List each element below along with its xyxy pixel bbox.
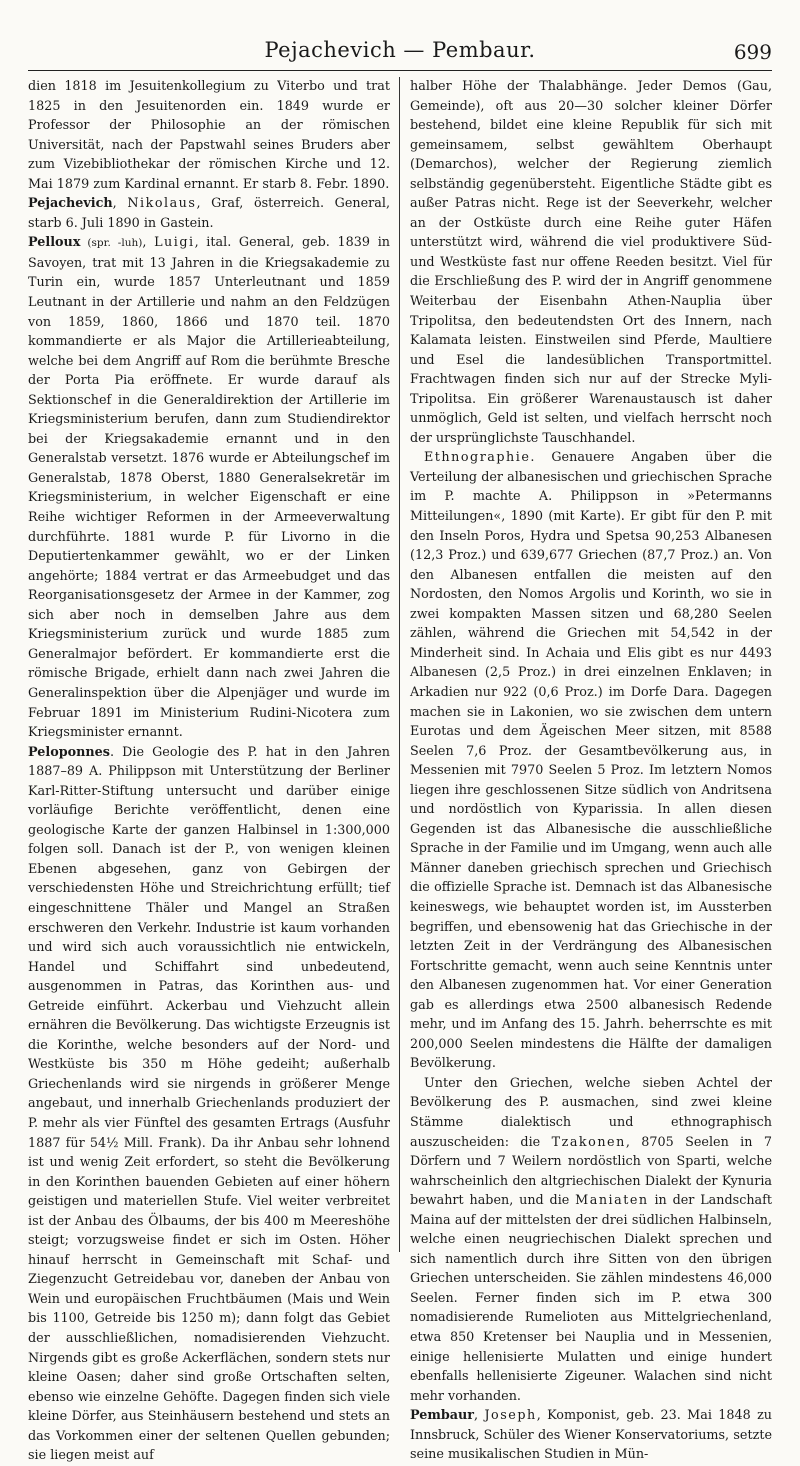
column-divider xyxy=(399,77,400,1252)
paragraph-text: (spr. -luh) xyxy=(80,237,143,250)
paragraph-text: Unter den Griechen, welche sieben Achtel der Bevölkerung des P. ausmachen, sind zwei kleine Stämme dialektisch und ethnographisch auszuscheiden: die xyxy=(410,1075,772,1150)
paragraph-text: dien 1818 im Jesuitenkollegium zu Viterbo und trat 1825 in den Jesuitenorden ein. 1849 wurde er Professor der Philosophie an der römischen Universität, nach der Papstwahl seines Bruders aber zum Vizebibliothekar der römischen Kirche und 12. Mai 1879 zum Kardinal ernannt. Er starb 8. Febr. 1890. xyxy=(28,79,390,192)
paragraph-text: , ital. General, geb. 1839 in Savoyen, trat mit 13 Jahren in die Kriegsakademie zu Turin ein, wurde 1857 Unterleutnant und 1859 Leutnant in der Artillerie und nahm an den Feldzügen von 1859, 1860, 1866 und 1870 teil. 1870 kommandierte er als Major die Artillerieabteilung, welche bei dem Angriff auf Rom die berühmte Bresche der Porta Pia eröffnete. Er wurde darauf als Sektionschef in die Generaldirektion der Artillerie im Kriegsministerium berufen, dann zum Studiendirektor bei der Kriegsakademie ernannt und in den Generalstab versetzt. 1876 wurde er Abteilungschef im Generalstab, 1878 Oberst, 1880 Generalsekretär im Kriegsministerium, in welcher Eigenschaft er eine Reihe wichtiger Reformen in der Armeeverwaltung durchführte. 1881 wurde P. für Livorno in die Deputiertenkammer gewählt, wo er der Linken angehörte; 1884 vertrat er das Armeebudget und das Reorganisationsgesetz der Armee in der Kammer, zog sich aber noch in demselben Jahre aus dem Kriegsministerium zurück und wurde 1885 zum Generalmajor befördert. Er kommandierte erst die römische Brigade, erhielt dann nach zwei Jahren die Generalinspektion über die Alpenjäger und wurde im Februar 1891 im Ministerium Rudini-Nicotera zum Kriegsminister ernannt. xyxy=(28,235,390,741)
article-paragraph xyxy=(410,77,772,448)
entry-headword: Peloponnes xyxy=(28,744,110,760)
paragraph-text: , 8705 Seelen in 7 Dörfern und 7 Weilern nordöstlich von Sparti, welche wahrscheinlich den altgriechischen Dialekt der Kynuria bewahrt haben, und die xyxy=(410,1134,772,1209)
article-paragraph xyxy=(28,77,390,194)
right-column xyxy=(410,77,772,1463)
entry-headword: Pembaur xyxy=(410,1408,475,1424)
spaced-term: Ethnographie xyxy=(424,450,531,466)
page-number: 699 xyxy=(733,40,772,64)
paragraph-text: in der Landschaft Maina auf der mittelsten der drei südlichen Halbinseln, welche einen neugriechischen Dialekt sprechen und sich namentlich durch ihre Sitten von den übrigen Griechen unterscheiden. Sie zählen mindestens 46,000 Seelen. Ferner finden sich im P. etwa 300 nomadisierende Rumelioten aus Mittelgriechenland, etwa 850 Kretenser bei Nauplia und in Messenien, einige hellenisierte Mulatten und einige hundert ebenfalls hellenisierte Zigeuner. Walachen sind nicht mehr vorhanden. xyxy=(410,1193,772,1404)
paragraph-text: . Die Geologie des P. hat in den Jahren 1887–89 A. Philippson mit Unterstützung der Berliner Karl-Ritter-Stiftung untersucht und darüber einige vorläufige Berichte veröffentlicht, denen eine geologische Karte der ganzen Halbinsel in 1:300,000 folgen soll. Danach ist der P., von wenigen kleinen Ebenen abgesehen, ganz von Gebirgen der verschiedensten Höhe und Streichrichtung erfüllt; tief eingeschnittene Thäler und Mangel an Straßen erschweren den Verkehr. Industrie ist kaum vorhanden und wird sich auch voraussichtlich nie entwickeln, Handel und Schiffahrt sind unbedeutend, ausgenommen in Patras, das Korinthen aus- und Getreide einführt. Ackerbau und Viehzucht allein ernähren die Bevölkerung. Das wichtigste Erzeugnis ist die Korinthe, welche besonders auf der Nord- und Westküste bis 350 m Höhe gedeiht; außerhalb Griechenlands wird sie nirgends in größerer Menge angebaut, und innerhalb Griechenlands produziert der P. mehr als vier Fünftel des gesamten Ertrags (Ausfuhr 1887 für 54½ Mill. Frank). Da ihr Anbau sehr lohnend ist und wenig Zeit erfordert, so steht die Bevölkerung in den Korinthen bauenden Gebieten auf einer höhern geistigen und materiellen Stufe. Viel weiter verbreitet ist der Anbau des Ölbaums, der bis 400 m Meereshöhe steigt; vorzugsweise findet er sich im Osten. Höher hinauf herrscht in Gemeinschaft mit Schaf- und Ziegenzucht Getreidebau vor, daneben der Anbau von Wein und europäischen Fruchtbäumen (Mais und Wein bis 1100, Getreide bis 1250 m); dann folgt das Gebiet der ausschließlichen, nomadisierenden Viehzucht. Nirgends gibt es große Ackerflächen, sondern stets nur kleine Oasen; daher sind große Ortschaften selten, ebenso wie einzelne Gehöfte. Dagegen finden sich viele kleine Dörfer, aus Steinhäusern bestehend und stets an das Vorkommen einer der seltenen Quellen gebunden; sie liegen meist auf xyxy=(28,744,390,1464)
page-header xyxy=(28,30,772,71)
article-paragraph xyxy=(28,194,390,233)
spaced-term: Maniaten xyxy=(575,1193,649,1209)
spaced-term: Luigi xyxy=(154,235,195,251)
paragraph-text: , xyxy=(112,196,128,212)
spaced-term: Nikolaus xyxy=(127,196,197,212)
article-paragraph xyxy=(410,448,772,1074)
paragraph-text: , xyxy=(142,235,155,251)
paragraph-text: , Graf, österreich. General, starb 6. Juli 1890 in Gastein. xyxy=(28,196,390,231)
spaced-term: Tzakonen xyxy=(551,1134,626,1150)
entry-headword: Pelloux xyxy=(28,235,81,251)
left-column xyxy=(28,77,390,1464)
article-paragraph xyxy=(410,1074,772,1406)
article-paragraph xyxy=(28,233,390,742)
paragraph-text: halber Höhe der Thalabhänge. Jeder Demos (Gau, Gemeinde), oft aus 20—30 solcher kleiner Dörfer bestehend, bildet eine kleine Republik für sich mit gemeinsamem, selbst gewähltem Oberhaupt (Demarchos), welcher der Regierung ziemlich selbständig gegenübersteht. Eigentliche Städte gibt es außer Patras nicht. Rege ist der Seeverkehr, welcher an der Ostküste durch eine Reihe guter Häfen unterstützt wird, während die viel produktivere Süd- und Westküste fast nur offene Reeden besitzt. Viel für die Erschließung des P. wird der in Angriff genommene Weiterbau der Eisenbahn Athen-Nauplia über Tripolitsa, den bedeutendsten Ort des Innern, nach Kalamata leisten. Einstweilen sind Pferde, Maultiere und Esel die landesüblichen Transportmittel. Frachtwagen finden sich nur auf der Strecke Myli-Tripolitsa. Ein größerer Warenaustausch ist daher unmöglich, Geld ist selten, und vielfach herrscht noch der ursprünglichste Tauschhandel. xyxy=(410,79,772,446)
article-paragraph xyxy=(28,743,390,1466)
article-paragraph xyxy=(410,1406,772,1465)
paragraph-text: , Komponist, geb. 23. Mai 1848 zu Innsbruck, Schüler des Wiener Konservatoriums, setzte seine musikalischen Studien in Mün- xyxy=(410,1408,772,1463)
running-title: Pejachevich — Pembaur. xyxy=(264,38,536,62)
entry-headword: Pejachevich xyxy=(28,196,113,212)
paragraph-text: . Genauere Angaben über die Verteilung der albanesischen und griechischen Sprache im P. machte A. Philippson in »Petermanns Mitteilungen«, 1890 (mit Karte). Er gibt für den P. mit den Inseln Poros, Hydra und Spetsa 90,253 Albanesen (12,3 Proz.) und 639,677 Griechen (87,7 Proz.) an. Von den Albanesen entfallen die meisten auf den Nordosten, den Nomos Argolis und Korinth, wo sie in zwei kompakten Massen sitzen und 68,280 Seelen zählen, während die Griechen mit 54,542 in der Minderheit sind. In Achaia und Elis gibt es nur 4493 Albanesen (2,5 Proz.) in drei einzelnen Enklaven; in Arkadien nur 922 (0,6 Proz.) im Dorfe Dara. Dagegen machen sie in Lakonien, wo sie zwischen dem untern Eurotas und dem Ägeischen Meer sitzen, mit 8588 Seelen 7,6 Proz. der Gesamtbevölkerung aus, in Messenien mit 7970 Seelen 5 Proz. Im letztern Nomos liegen ihre geschlossenen Sitze südlich von Andritsena und nordöstlich von Kyparissia. In allen diesen Gegenden ist das Albanesische die ausschließliche Sprache in der Familie und im Umgang, wenn auch alle Männer daneben griechisch sprechen und Griechisch die offizielle Sprache ist. Demnach ist das Albanesische keineswegs, wie behauptet worden ist, im Aussterben begriffen, und ebensowenig hat das Griechische in der letzten Zeit in der Verdrängung des Albanesischen Fortschritte gemacht, wenn auch seine Kenntnis unter den Albanesen zugenommen hat. Vor einer Generation gab es allerdings etwa 2500 albanesisch Redende mehr, und im Anfang des 15. Jahrh. beherrschte es mit 200,000 Seelen mindestens die Hälfte der damaligen Bevölkerung. xyxy=(410,450,772,1072)
spaced-term: Joseph xyxy=(484,1408,537,1424)
paragraph-text: , xyxy=(474,1408,485,1424)
